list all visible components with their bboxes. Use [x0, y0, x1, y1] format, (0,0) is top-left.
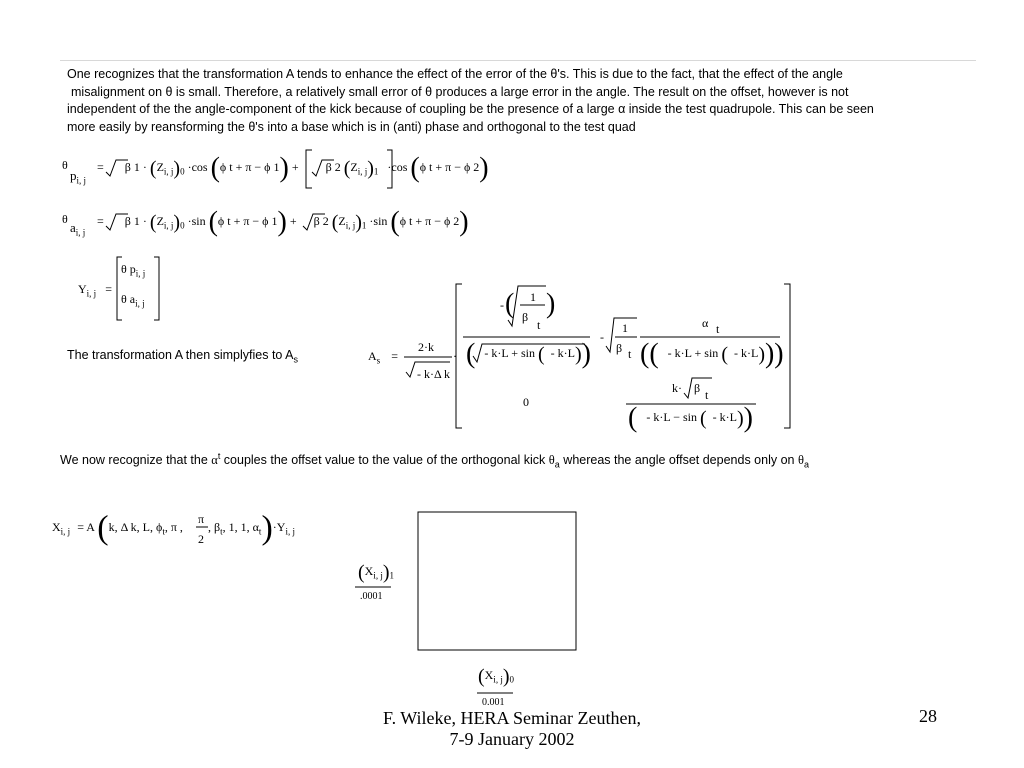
equation-y-vector: $Y_{i, j}$ =	[78, 282, 112, 299]
m11-t: t	[537, 318, 541, 332]
eq-a-lhs-sym: $a_{i, j}$	[70, 220, 86, 238]
matrix-coef-num: 2·k	[418, 340, 434, 354]
footer-citation	[352, 708, 672, 750]
plot-ylabel-den: .0001	[360, 591, 383, 602]
transform-label: The transformation A then simplyfies to $A_s$	[67, 348, 299, 365]
equation-x: $X_{i, j} = A$ (k, Δ k, L, $\phi_t$, π ,	[52, 509, 183, 547]
m12-den: (( - k·L + sin ( - k·L)))	[640, 338, 784, 370]
m11-minus: -	[500, 298, 504, 312]
eq-p-rhs: = β $1 \cdot (Z_{i, j})_0 \cdot\cos$ (ϕ t + π − ϕ 1) + β 2 $(Z_{i, j})_1 \cdot\cos$ (ϕ t + π − ϕ 2)	[97, 152, 489, 184]
m11-paren-r: )	[546, 288, 556, 320]
intro-line-1: One recognizes that the transformation A tends to enhance the effect of the error of the θ's. This is due to the fact, that the effect of the angle	[67, 67, 843, 81]
plot-xlabel: $(X_{i, j})_0$	[478, 665, 515, 688]
m12-t: t	[628, 347, 632, 361]
intro-line-4: more easily by reansforming the θ's into a base which is in (anti) phase and orthogonal to the test quad	[67, 119, 636, 134]
matrix-coef-den: - k·Δ k	[417, 367, 451, 381]
m11-den: ( - k·L + sin ( - k·L))	[466, 338, 591, 370]
plot-xlabel-den: 0.001	[482, 697, 505, 708]
matrix-dot: ·	[453, 349, 457, 363]
m21-zero: 0	[523, 395, 529, 409]
recognize-sentence: We now recognize that the $\alpha^t$ couples the offset value to the value of the orthogonal kick $\theta_a$ whereas the angle offset depends only on $\theta_a$	[60, 451, 809, 470]
m11-one: 1	[530, 290, 536, 304]
m12-minus: -	[600, 330, 604, 344]
m22-num: k·	[672, 381, 682, 395]
equation-theta-p	[62, 158, 68, 173]
intro-line-3: independent of the the angle-component of the kick because of coupling be the presence of a large α inside the test quadrupole. This can be seen	[67, 102, 874, 116]
m22-t: t	[705, 388, 709, 402]
x-pi-den: 2	[198, 532, 204, 546]
m12-beta: β	[616, 341, 623, 355]
y-vector-bottom: θ $a_{i, j}$	[121, 292, 145, 309]
m22-beta: β	[694, 381, 701, 395]
eq-a-rhs: = β $1 \cdot (Z_{i, j})_0 \cdot\sin$ (ϕ t + π − ϕ 1) + β 2 $(Z_{i, j})_1 \cdot\sin$ (ϕ t + π − ϕ 2)	[97, 206, 469, 238]
matrix-lhs: $A_s$ =	[368, 349, 398, 366]
m11-paren-l: (	[505, 288, 515, 320]
x-pi-num: π	[198, 512, 205, 526]
footer-line-1: F. Wileke, HERA Seminar Zeuthen,	[383, 708, 641, 728]
plot-ylabel: $(X_{i, j})_1$	[358, 561, 395, 584]
footer-line-2: 7-9 January 2002	[449, 729, 575, 749]
m12-one: 1	[622, 321, 628, 335]
eq-p-lhs-sym: $p_{i, j}$	[70, 168, 87, 186]
m11-beta: β	[522, 310, 529, 324]
page-number: 28	[919, 706, 937, 726]
m22-den: ( - k·L − sin ( - k·L))	[628, 402, 753, 434]
y-vector-top: θ $p_{i, j}$	[121, 262, 146, 279]
equation-theta-a: θ	[62, 212, 68, 226]
m12-alpha: α	[702, 316, 709, 330]
x-args-tail: , $\beta_t$, 1, 1, $\alpha_t)\cdot Y_{i, j}$	[208, 509, 295, 547]
intro-line-2: misalignment on θ is small. Therefore, a relatively small error of θ produces a large error in the angle. The result on the offset, however is not	[71, 84, 849, 99]
eq-p-lhs: θ	[62, 158, 68, 172]
plot-area	[418, 512, 576, 650]
m12-alpha-t: t	[716, 322, 720, 336]
